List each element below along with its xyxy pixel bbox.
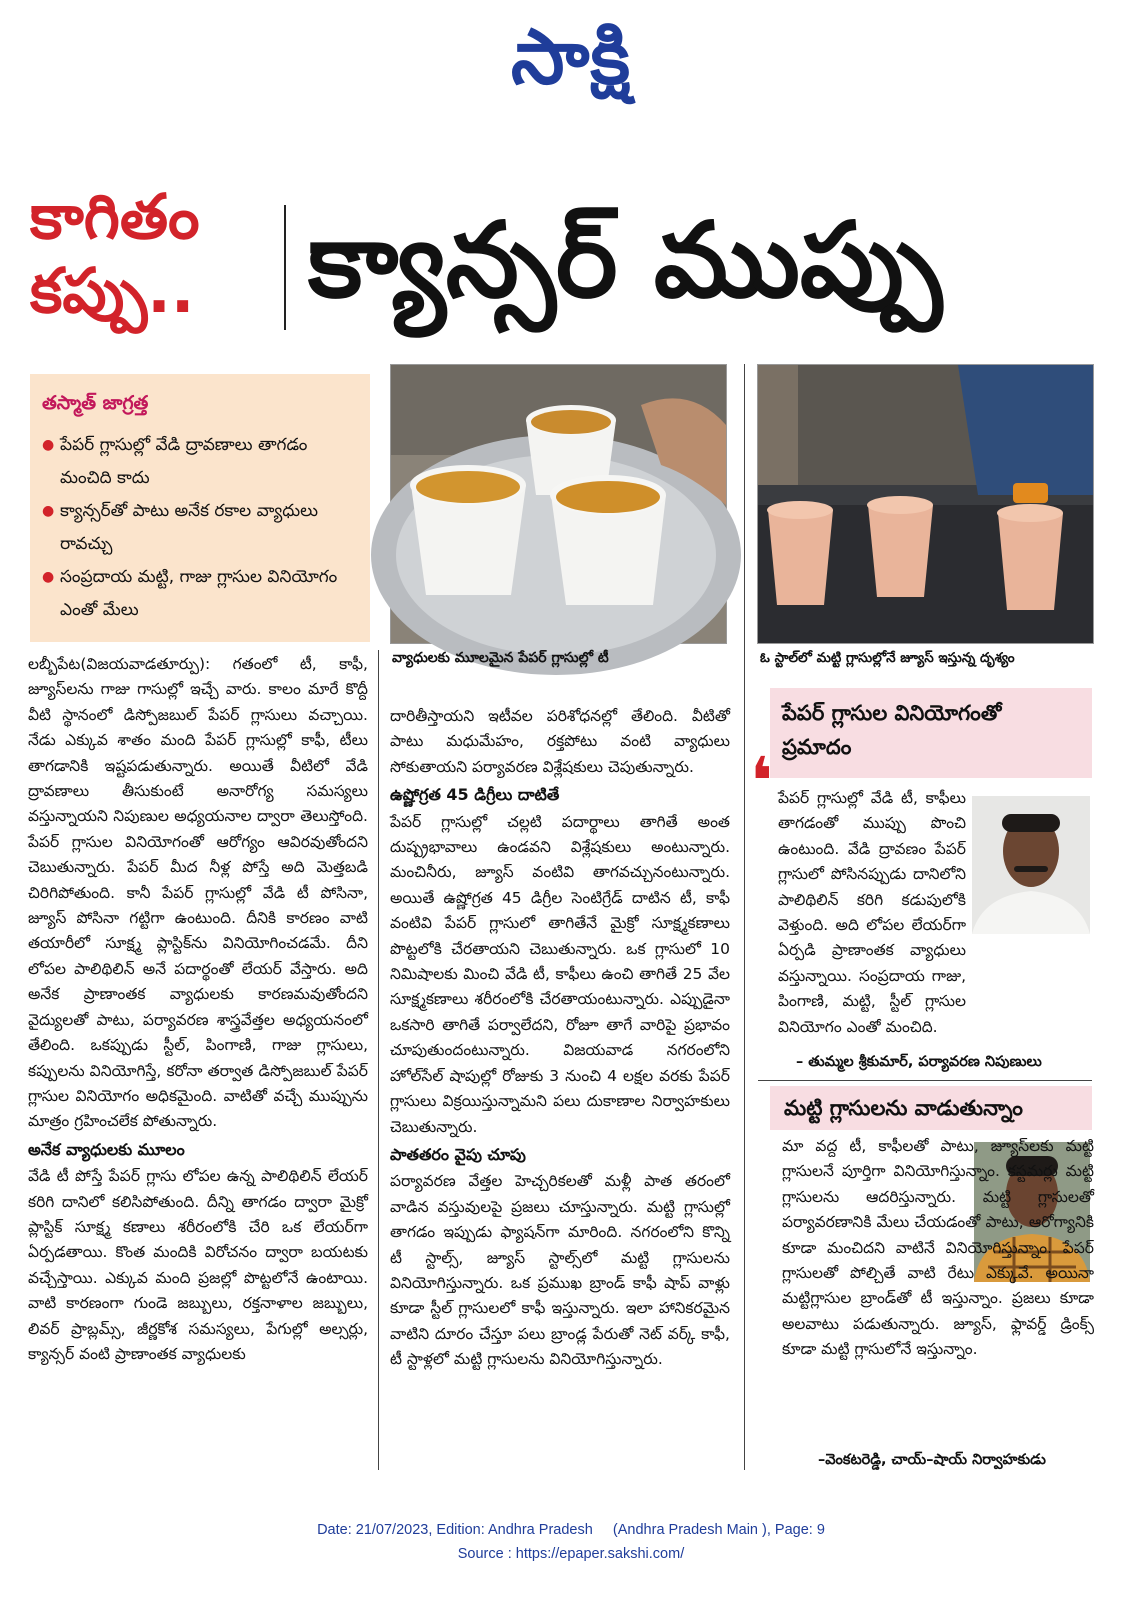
caution-title: తస్మాత్ జాగ్రత్త: [42, 392, 149, 414]
paper-cups-illustration: [391, 365, 726, 643]
caution-item: ● పేపర్ గ్లాసుల్లో వేడి ద్రావణాలు తాగడం మంచిది కాదు: [42, 429, 358, 495]
caution-item: ● సంప్రదాయ మట్టి, గాజు గ్లాసుల వినియోగం ఎంతో మేలు: [42, 561, 358, 627]
kicker-line-1: కాగితం: [30, 180, 200, 253]
footer-date-line: Date: 21/07/2023, Edition: Andhra Pradesh (Andhra Pradesh Main ), Page: 9: [317, 1522, 825, 1538]
page-footer: [0, 1518, 1142, 1566]
vendor-box-title: మట్టి గ్లాసులను వాడుతున్నాం: [770, 1086, 1092, 1130]
box-divider: [758, 1080, 1092, 1081]
headline: క్యాన్సర్ ముప్పు: [308, 199, 943, 321]
paper-cups-photo: [390, 364, 727, 644]
expert-box-title-line-1: పేపర్ గ్లాసుల వినియోగంతో: [782, 701, 1002, 725]
caution-list: [42, 429, 358, 627]
column-rule-1: [378, 650, 379, 1470]
clay-cups-photo: [757, 364, 1094, 644]
footer-source-link[interactable]: Source : https://epaper.sakshi.com/: [457, 1546, 685, 1562]
quote-mark-icon: ❛: [750, 743, 773, 820]
vendor-signature: –వెంకటరెడ్డి, చాయ్–షాయ్ నిర్వాహకుడు: [818, 1452, 1046, 1468]
paper-cups-caption: వ్యాధులకు మూలమైన పేపర్ గ్లాసుల్లో టీ: [392, 650, 609, 666]
article-paragraph: లబ్బీపేట(విజయవాడతూర్పు): గతంలో టీ, కాఫీ, జ్యూస్‌లను గాజు గాసుల్లో ఇచ్చే వారు. కాలం మారే కొద్దీ వీటి స్థానంలో డిస్పోజబుల్ పేపర్ గ్లాసులు వచ్చాయి. నేడు ఎక్కువ శాతం మంది పేపర్ గ్లాసుల్లో కాఫీ, టీలు తాగడానికి ఇష్టపడుతున్నారు. అయితే వీటిలో వేడి ద్రావణాలు తీసుకుంటే అనారోగ్య సమస్యలు వస్తున్నాయని నిపుణుల అధ్యయనాల ద్వారా తెలుస్తోంది. పేపర్ గ్లాసుల వినియోగంతో ఆరోగ్యం ఆవిరవుతోందని చెబుతున్నారు. పేపర్ మీద నీళ్ల పోస్తే అది మెత్తబడి చిరిగిపోతుంది. కానీ పేపర్ గ్లాసుల్లో వేడి టీ పోసినా, జ్యూస్ పోసినా గట్టిగా ఉంటుంది. దీనికి కారణం వాటి తయారీలో సూక్ష్మ ప్లాస్టిక్‌ను వినియోగించడమే. దీని లోపల పాలిథిలిన్ అనే పదార్థంతో లేయర్ వేస్తారు. అది అనేక ప్రాణాంతక వ్యాధులకు కారణమవుతోందని వైద్యులతో పాటు, పర్యావరణ శాస్త్రవేత్తల అధ్యయనంలో తేలింది. ఒకప్పుడు స్టీల్, పింగాణి, గాజు గ్లాసులు, కప్పులను వినియోగిస్తే, కరోనా తర్వాత డిస్పోజబుల్ పేపర్ గ్లాసుల వినియోగం అధికమైంది. వాటితో వచ్చే ముప్పును మాత్రం గ్రహించలేక పోతున్నారు.: [28, 655, 368, 1131]
expert-portrait-image: [972, 796, 1090, 934]
expert-quote-text: పేపర్ గ్లాసుల్లో వేడి టీ, కాఫీలు తాగడంతో ముప్పు పొంచి ఉంటుంది. వేడి ద్రావణం పేపర్ గ్లాసులో పోసినప్పుడు దానిలోని పాలిథిలిన్ కరిగి కడుపులోకి వెళ్తుంది. అది లోపల లేయర్‌గా ఏర్పడి ప్రాణాంతక వ్యాధులు వస్తున్నాయి. సంప్రదాయ గాజు, పింగాణి, మట్టి, స్టీల్ గ్లాసుల వినియోగం ఎంతో మంచిది.: [778, 789, 966, 1036]
expert-portrait: [972, 796, 1090, 934]
vendor-quote-paragraph: మా వద్ద టీ, కాఫీలతో పాటు, జ్యూస్‌లకు మట్టి గ్లాసులనే పూర్తిగా వినియోగిస్తున్నాం. కస్టమర్లు మట్టి గ్లాసులను ఆదరిస్తున్నారు. మట్టి గ్లాసులతో పర్యావరణానికి మేలు చేయడంతో పాటు, ఆరోగ్యానికి కూడా మంచిదని వాటినే వినియోగిస్తున్నాం. పేపర్ గ్లాసులతో పోల్చితే వాటి రేటు ఎక్కువే. అయినా మట్టిగ్లాసుల బ్రాండ్‌తో టీ ఇస్తున్నాం. ప్రజలు కూడా అలవాటు పడుతున్నారు. జ్యూస్, ఫ్లావర్డ్ డ్రింక్స్ కూడా మట్టి గ్లాసులోనే ఇస్తున్నాం.: [782, 1137, 1094, 1359]
article-paragraph: దారితీస్తాయని ఇటీవల పరిశోధనల్లో తేలింది. వీటితో పాటు మధుమేహం, రక్తపోటు వంటి వ్యాధులు సోకుతాయని పర్యావరణ విశ్లేషకులు చెపుతున్నారు.: [390, 707, 730, 776]
kicker-line-2: కప్పు..: [30, 254, 195, 327]
article-paragraph: పర్యావరణ వేత్తల హెచ్చరికలతో మళ్లీ పాత తరంలో వాడిన వస్తువులపై ప్రజలు చూస్తున్నారు. మట్టి గ్లాసుల్లో తాగడం ఇప్పుడు ఫ్యాషన్‌గా మారింది. నగరంలోని కొన్ని టీ స్టాల్స్, జ్యూస్ స్టాల్స్‌లో మట్టి గ్లాసులను వినియోగిస్తున్నారు. ఒక ప్రముఖ బ్రాండ్ కాఫీ షాప్ వాళ్లు కూడా స్టీల్ గ్లాసులలో కాఫీ ఇస్తున్నారు. ఇలా హానికరమైన వాటిని దూరం చేస్తూ పలు బ్రాండ్ల పేరుతో నెట్ వర్క్ కాఫీ, టీ స్టాళ్లలో మట్టి గ్లాసులను వినియోగిస్తున్నారు.: [390, 1172, 730, 1369]
headline-divider: [284, 205, 286, 330]
article-paragraph: పేపర్ గ్లాసుల్లో చల్లటి పదార్థాలు తాగితే అంత దుష్ప్రభావాలు ఉండవని విశ్లేషకులు అంటున్నారు. మంచినీరు, జ్యూస్ వంటివి తాగవచ్చునంటున్నారు. అయితే ఉష్ణోగ్రత 45 డిగ్రీల సెంటిగ్రేడ్ దాటిన టీ, కాఫీ వంటివి పేపర్ గ్లాసులో తాగితేనే మైక్రో సూక్ష్మకణాలు పొట్టలోకి చేరతాయని చెబుతున్నారు. ఒక గ్లాసులో 10 నిమిషాలకు మించి వేడి టీ, కాఫీలు ఉంచి తాగితే 25 వేల సూక్ష్మకణాలు శరీరంలోకి చేరతాయంటున్నారు. ఎప్పుడైనా ఒకసారి తాగితే పర్వాలేదని, రోజూ తాగే వారిపై ప్రభావం చూపుతుందంటున్నారు. విజయవాడ నగరంలోని హోల్‌సేల్ షాపుల్లో రోజుకు 3 నుంచి 4 లక్షల వరకు పేపర్ గ్లాసులు విక్రయిస్తున్నామని పలు దుకాణాల నిర్వాహకులు చెబుతున్నారు.: [390, 812, 730, 1136]
article-paragraph: వేడి టీ పోస్తే పేపర్ గ్లాసు లోపల ఉన్న పాలిథిలిన్ లేయర్ కరిగి దానిలో కలిసిపోతుంది. దీన్ని తాగడం ద్వారా మైక్రో ప్లాస్టిక్ సూక్ష్మ కణాలు శరీరంలోకి చేరి ఒక లేయర్‌గా ఏర్పడతాయి. కొంత మందికి విరోచనం ద్వారా బయటకు వచ్చేస్తాయి. ఎక్కువ మంది ప్రజల్లో పొట్టలోనే ఉంటాయి. వాటి కారణంగా గుండె జబ్బులు, రక్తనాళాల జబ్బులు, లివర్ ప్రాబ్లమ్స్, జీర్ణకోశ సమస్యలు, పేగుల్లో అల్సర్లు, క్యాన్సర్ వంటి ప్రాణాంతక వ్యాధులకు: [28, 1167, 368, 1363]
expert-box-title-line-2: ప్రమాదం: [782, 735, 852, 759]
subheading: అనేక వ్యాధులకు మూలం: [28, 1139, 185, 1159]
article-column-2: [390, 704, 730, 1470]
column-rule-2: [744, 364, 745, 1470]
subheading: ఉష్ణోగ్రత 45 డిగ్రీలు దాటితే: [390, 785, 560, 805]
masthead-logo: సాక్షి: [510, 12, 632, 101]
vendor-quote-text: [782, 1134, 1094, 1466]
clay-cups-caption: ఓ స్టాల్‌లో మట్టి గ్లాసుల్లోనే జ్యూస్ ఇస్తున్న దృశ్యం: [760, 650, 1015, 666]
kicker: [30, 180, 275, 328]
expert-signature: – తుమ్మల శ్రీకుమార్, పర్యావరణ నిపుణులు: [796, 1054, 1042, 1070]
caution-box: [30, 374, 370, 642]
article-column-1: [28, 652, 368, 1470]
expert-quote-text-a: [778, 786, 966, 1036]
clay-cups-illustration: [758, 365, 1093, 643]
caution-item: ● క్యాన్సర్‌తో పాటు అనేక రకాల వ్యాధులు రావచ్చు: [42, 495, 358, 561]
expert-box-title: [770, 688, 1092, 778]
subheading: పాతతరం వైపు చూపు: [390, 1144, 526, 1164]
